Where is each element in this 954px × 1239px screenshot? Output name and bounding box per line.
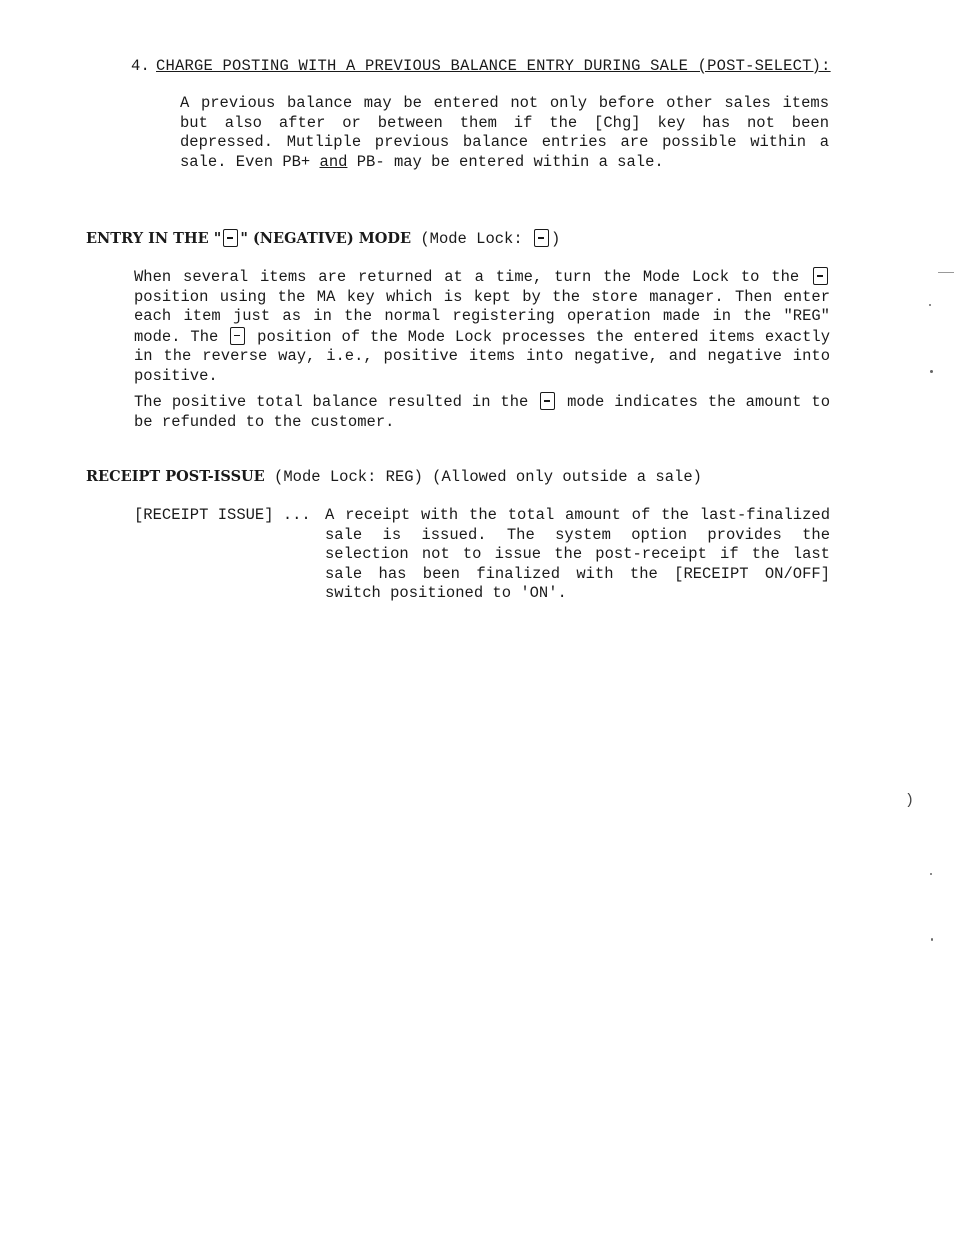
section-number: 4.: [131, 57, 151, 75]
negative-mode-paragraph-2: The positive total balance resulted in the mode indicates the amount to be refunded to the customer.: [134, 393, 830, 431]
section-4-heading: [131, 57, 831, 75]
negative-mode-heading: ENTRY IN THE " " (NEGATIVE) MODE (Mode Lock: ): [86, 230, 561, 248]
margin-mark: ): [905, 792, 915, 809]
minus-key-icon: [813, 267, 828, 285]
minus-key-icon: [534, 229, 549, 247]
section-4-paragraph: A previous balance may be entered not only before other sales items but also after or between them if the [Chg] key has not been depressed. Mutliple previous balance entries are possible within a sale. Even PB+ and PB- may be entered within a sale.: [180, 94, 829, 171]
minus-key-icon: [540, 392, 555, 410]
receipt-post-issue-heading: RECEIPT POST-ISSUE (Mode Lock: REG) (Allowed only outside a sale): [86, 468, 702, 486]
negative-mode-paragraph-1: When several items are returned at a time, turn the Mode Lock to the position using the MA key which is kept by the store manager. Then enter each item just as in the normal registering operation made in the "REG" mode. The position of the Mode Lock processes the entered items exactly in the reverse way, i.e., positive items into negative, and negative into positive.: [134, 268, 830, 385]
minus-key-icon: [223, 229, 238, 247]
minus-key-icon: [230, 327, 245, 345]
section-title: CHARGE POSTING WITH A PREVIOUS BALANCE ENTRY DURING SALE (POST-SELECT):: [156, 57, 831, 75]
underlined-and: and: [319, 152, 348, 171]
receipt-issue-key-label: [RECEIPT ISSUE] ...: [134, 506, 311, 524]
receipt-issue-description: A receipt with the total amount of the last-finalized sale is issued. The system option provides the selection not to issue the post-receipt if the last sale has been finalized with the [RECEIPT ON/OFF] switch positioned to 'ON'.: [325, 506, 830, 602]
